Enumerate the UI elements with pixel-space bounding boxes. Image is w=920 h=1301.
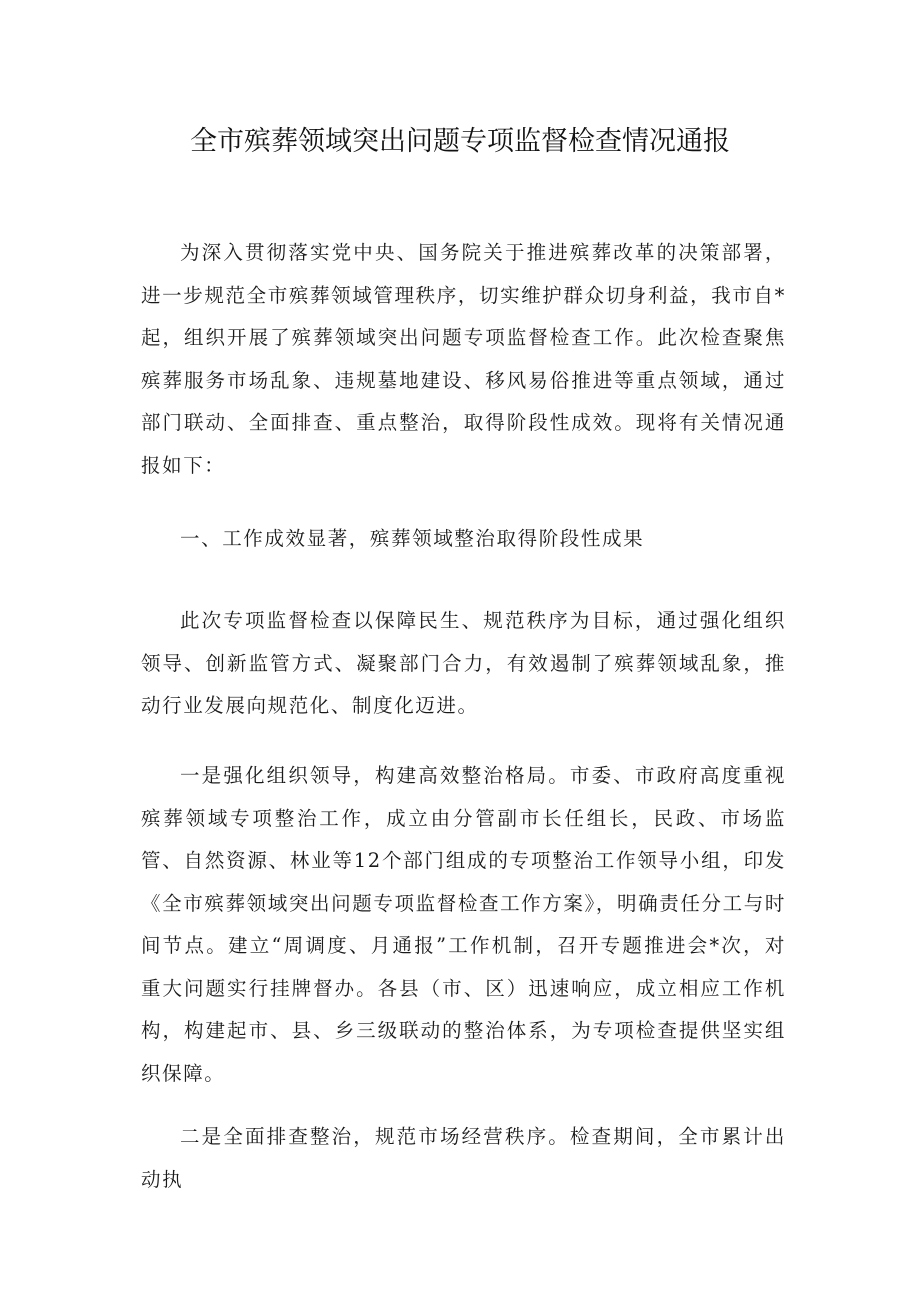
intro-paragraph: 为深入贯彻落实党中央、国务院关于推进殡葬改革的决策部署，进一步规范全市殡葬领域管理秩序，切实维护群众切身利益，我市自*起，组织开展了殡葬领域突出问题专项监督检查工作。此次检查聚焦殡葬服务市场乱象、违规墓地建设、移风易俗推进等重点领域，通过部门联动、全面排查、重点整治，取得阶段性成效。现将有关情况通报如下： — [141, 241, 786, 477]
point-2-paragraph: 二是全面排查整治，规范市场经营秩序。检查期间，全市累计出动执 — [141, 1125, 786, 1191]
section-heading-1: 一、工作成效显著，殡葬领域整治取得阶段性成果 — [180, 527, 645, 550]
section-1-overview-paragraph: 此次专项监督检查以保障民生、规范秩序为目标，通过强化组织领导、创新监管方式、凝聚部门合力，有效遏制了殡葬领域乱象，推动行业发展向规范化、制度化迈进。 — [141, 609, 786, 717]
point-1-paragraph: 一是强化组织领导，构建高效整治格局。市委、市政府高度重视殡葬领域专项整治工作，成立由分管副市长任组长，民政、市场监管、自然资源、林业等12个部门组成的专项整治工作领导小组，印发《全市殡葬领域突出问题专项监督检查工作方案》，明确责任分工与时间节点。建立“周调度、月通报”工作机制，召开专题推进会*次，对重大问题实行挂牌督办。各县（市、区）迅速响应，成立相应工作机构，构建起市、县、乡三级联动的整治体系，为专项检查提供坚实组织保障。 — [141, 764, 786, 1085]
document-title: 全市殡葬领域突出问题专项监督检查情况通报 — [190, 126, 730, 157]
